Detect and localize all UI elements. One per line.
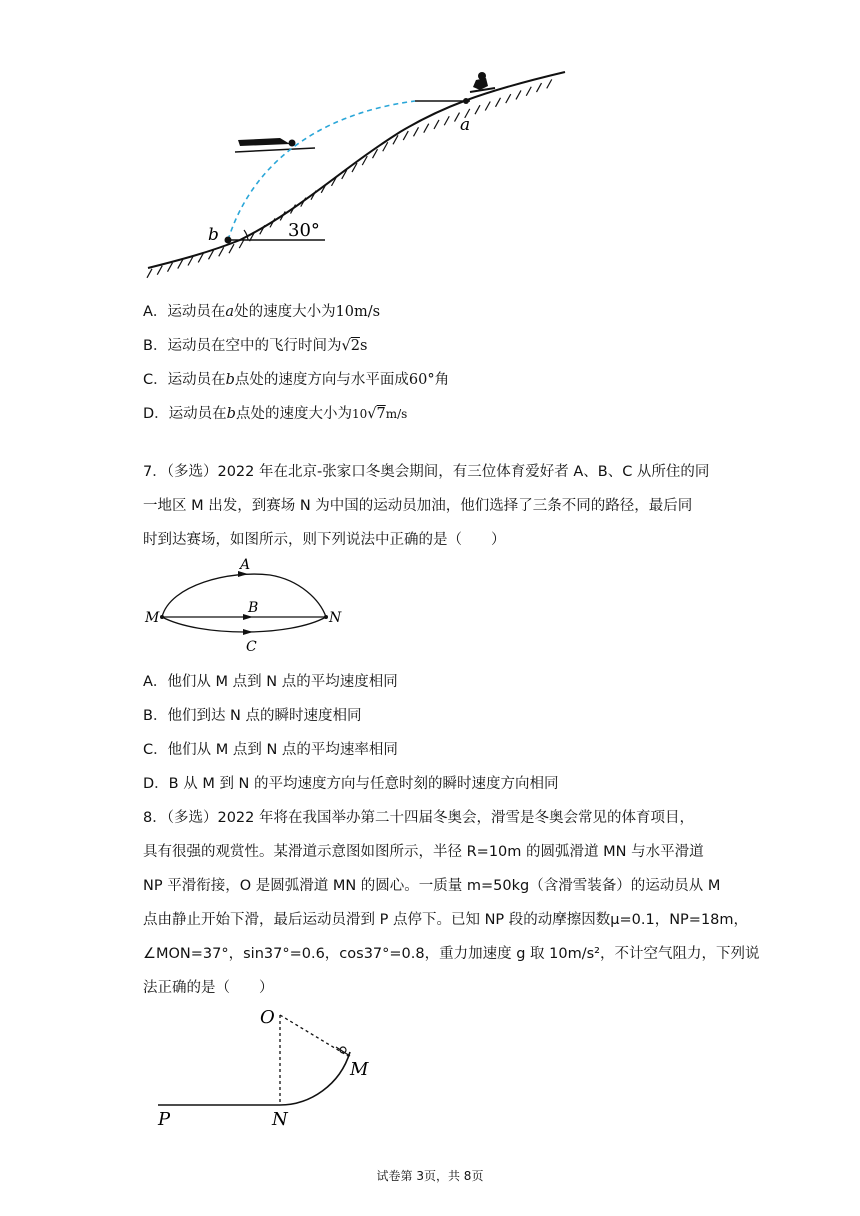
q7-option-c: C．他们从 M 点到 N 点的平均速率相同 [143, 742, 398, 758]
label-c: C [246, 639, 257, 655]
q6-option-a: A．运动员在a处的速度大小为10m/s [143, 304, 381, 320]
q8-stem-line-4: 点由静止开始下滑，最后运动员滑到 P 点停下。已知 NP 段的动摩擦因数μ=0.1，NP=18m， [143, 912, 749, 928]
q8-stem-line-5: ∠MON=37°，sin37°=0.6，cos37°=0.8，重力加速度 g 取 10m/s²，不计空气阻力，下列说 [143, 946, 760, 962]
q6-option-c: C．运动员在b点处的速度方向与水平面成60°角 [143, 372, 450, 388]
path-diagram [140, 555, 360, 655]
ski-jump-figure [140, 60, 580, 280]
q8-stem-line-1: 8．（多选）2022 年将在我国举办第二十四届冬奥会，滑雪是冬奥会常见的体育项目， [143, 810, 694, 826]
slide-track-diagram [150, 1000, 390, 1135]
label-n-point: N [272, 1109, 288, 1130]
q7-stem-line-2: 一地区 M 出发，到赛场 N 为中国的运动员加油，他们选择了三条不同的路径，最后同 [143, 498, 693, 514]
q8-stem-line-6: 法正确的是（ ） [143, 980, 274, 996]
point-a-label: a [460, 115, 471, 135]
page-footer: 试卷第 3页，共 8页 [376, 1169, 484, 1183]
label-a: A [240, 557, 251, 573]
q7-option-a: A．他们从 M 点到 N 点的平均速度相同 [143, 674, 398, 690]
label-m-point: M [350, 1059, 369, 1080]
label-b: B [248, 600, 259, 616]
q8-stem-line-2: 具有很强的观赏性。某滑道示意图如图所示，半径 R=10m 的圆弧滑道 MN 与水平滑道 [143, 844, 704, 860]
q7-option-d: D．B 从 M 到 N 的平均速度方向与任意时刻的瞬时速度方向相同 [143, 776, 559, 792]
q6-option-b: B．运动员在空中的飞行时间为√2s [143, 338, 368, 354]
q7-stem-line-1: 7．（多选）2022 年在北京-张家口冬奥会期间，有三位体育爱好者 A、B、C 从所住的同 [143, 464, 710, 480]
angle-label: 30° [288, 220, 320, 241]
label-p-point: P [158, 1109, 171, 1130]
label-o: O [260, 1007, 275, 1028]
q6-option-d: D．运动员在b点处的速度大小为10√7m/s [143, 406, 408, 422]
q7-stem-line-3: 时到达赛场，如图所示，则下列说法中正确的是（ ） [143, 532, 506, 548]
point-b-label: b [208, 225, 219, 245]
q8-stem-line-3: NP 平滑衔接，O 是圆弧滑道 MN 的圆心。一质量 m=50kg（含滑雪装备）的运动员从 M [143, 878, 721, 894]
label-n: N [329, 610, 342, 626]
label-m: M [145, 610, 160, 626]
q7-option-b: B．他们到达 N 点的瞬时速度相同 [143, 708, 362, 724]
